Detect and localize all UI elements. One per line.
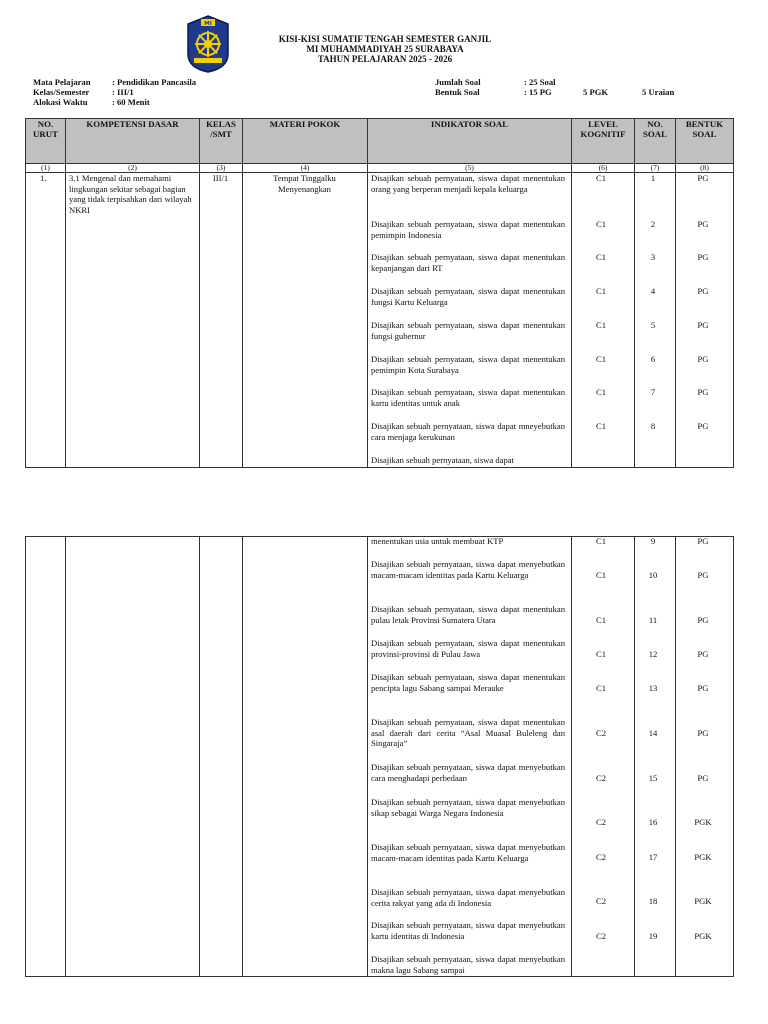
table-bottom-border bbox=[25, 976, 734, 977]
doc-title-line-1: KISI-KISI SUMATIF TENGAH SEMESTER GANJIL bbox=[278, 34, 492, 44]
level-kognitif: C2 bbox=[595, 896, 607, 906]
mapel-value: : Pendidikan Pancasila bbox=[112, 77, 197, 87]
indikator-text: Disajikan sebuah pernyataan, siswa dapat menentukan pemimpin Kota Surabaya bbox=[371, 354, 565, 375]
col-header-bentuk: BENTUK SOAL bbox=[676, 119, 734, 164]
no-soal: 8 bbox=[650, 421, 656, 431]
indikator-text: Disajikan sebuah pernyataan, siswa dapat mneyebutkan cara menjaga kerukunan bbox=[371, 421, 565, 442]
bentuk-soal: PG bbox=[697, 387, 709, 397]
mapel-label: Mata Pelajaran bbox=[33, 77, 91, 87]
bentuk-soal: PG bbox=[697, 536, 709, 546]
level-kognitif: C2 bbox=[595, 773, 607, 783]
kelas-label: Kelas/Semester bbox=[33, 87, 90, 97]
col-header-kelas: KELAS /SMT bbox=[200, 119, 243, 164]
kisi-table-page-2 bbox=[25, 536, 734, 977]
col-header-indikator: INDIKATOR SOAL bbox=[368, 119, 572, 164]
bentuk-uraian: 5 Uraian bbox=[642, 87, 675, 97]
indikator-text: Disajikan sebuah pernyataan, siswa dapat menyebutkan cara menghadapi perbedaan bbox=[371, 762, 565, 783]
no-soal: 4 bbox=[650, 286, 656, 296]
col-number: (8) bbox=[676, 164, 734, 173]
bentuk-soal: PG bbox=[697, 354, 709, 364]
kompetensi-dasar: 3.1 Mengenal dan memahami lingkungan sekitar sebagai bagian yang tidak terpisahkan dari wilayah NKRI bbox=[69, 173, 192, 215]
bentuk-soal: PG bbox=[697, 173, 709, 183]
indikator-text: Disajikan sebuah pernyataan, siswa dapat menyebutkan makna lagu Sabang sampai bbox=[371, 954, 565, 975]
level-kognitif: C1 bbox=[595, 615, 607, 625]
indikator-text: Disajikan sebuah pernyataan, siswa dapat menentukan fungsi gubernur bbox=[371, 320, 565, 341]
col-header-no: NO. URUT bbox=[26, 119, 66, 164]
level-kognitif: C1 bbox=[595, 252, 607, 262]
kelas-value: : III/1 bbox=[112, 87, 134, 97]
bentuk-soal: PGK bbox=[694, 852, 712, 862]
school-logo bbox=[184, 14, 232, 74]
indikator-text: Disajikan sebuah pernyataan, siswa dapat menyebutkan macam-macam identitas pada Kartu Keluarga bbox=[371, 842, 565, 863]
bentuk-soal: PG bbox=[697, 728, 709, 738]
no-soal: 2 bbox=[650, 219, 656, 229]
table-bottom-border bbox=[25, 467, 734, 468]
indikator-text: Disajikan sebuah pernyataan, siswa dapat menyebutkan cerita rakyat yang ada di Indonesia bbox=[371, 887, 565, 908]
indikator-text: Disajikan sebuah pernyataan, siswa dapat menentukan asal daerah dari cerita “Asal Muasal Buleleng dan Singaraja” bbox=[371, 717, 565, 749]
indikator-text: Disajikan sebuah pernyataan, siswa dapat menentukan kartu identitas untuk anak bbox=[371, 387, 565, 408]
level-kognitif: C2 bbox=[595, 728, 607, 738]
indikator-text: Disajikan sebuah pernyataan, siswa dapat menyebutkan macam-macam identitas pada Kartu Keluarga bbox=[371, 559, 565, 580]
bentuk-soal: PG bbox=[697, 683, 709, 693]
level-kognitif: C1 bbox=[595, 683, 607, 693]
indikator-text: Disajikan sebuah pernyataan, siswa dapat menentukan provinsi-provinsi di Pulau Jawa bbox=[371, 638, 565, 659]
no-soal: 17 bbox=[648, 852, 658, 862]
level-kognitif: C1 bbox=[595, 354, 607, 364]
no-soal: 6 bbox=[650, 354, 656, 364]
col-number: (6) bbox=[572, 164, 635, 173]
row-no: 1. bbox=[40, 173, 47, 183]
bentuk-label: Bentuk Soal bbox=[435, 87, 480, 97]
col-header-no-soal: NO. SOAL bbox=[635, 119, 676, 164]
bentuk-soal: PGK bbox=[694, 817, 712, 827]
bentuk-soal: PG bbox=[697, 649, 709, 659]
materi-pokok: Tempat Tinggalku Menyenangkan bbox=[273, 173, 336, 194]
level-kognitif: C1 bbox=[595, 536, 607, 546]
col-header-level: LEVEL KOGNITIF bbox=[572, 119, 635, 164]
no-soal: 16 bbox=[648, 817, 658, 827]
indikator-text: Disajikan sebuah pernyataan, siswa dapat bbox=[371, 455, 514, 465]
no-soal: 14 bbox=[648, 728, 658, 738]
col-number: (1) bbox=[26, 164, 66, 173]
level-kognitif: C1 bbox=[595, 219, 607, 229]
bentuk-pg: : 15 PG bbox=[524, 87, 552, 97]
no-soal: 1 bbox=[650, 173, 656, 183]
no-soal: 12 bbox=[648, 649, 658, 659]
level-kognitif: C1 bbox=[595, 387, 607, 397]
indikator-text: Disajikan sebuah pernyataan, siswa dapat menentukan pemimpin Indonesia bbox=[371, 219, 565, 240]
indikator-text: Disajikan sebuah pernyataan, siswa dapat menentukan kepanjangan dari RT bbox=[371, 252, 565, 273]
level-kognitif: C1 bbox=[595, 421, 607, 431]
no-soal: 3 bbox=[650, 252, 656, 262]
col-number: (7) bbox=[635, 164, 676, 173]
doc-title-line-3: TAHUN PELAJARAN 2025 - 2026 bbox=[317, 54, 453, 64]
col-header-kd: KOMPETENSI DASAR bbox=[66, 119, 200, 164]
no-soal: 9 bbox=[650, 536, 656, 546]
bentuk-soal: PG bbox=[697, 320, 709, 330]
bentuk-soal: PG bbox=[697, 421, 709, 431]
level-kognitif: C1 bbox=[595, 649, 607, 659]
indikator-text: menentukan usia untuk membuat KTP bbox=[371, 536, 504, 546]
col-number: (4) bbox=[243, 164, 368, 173]
doc-title-line-2: MI MUHAMMADIYAH 25 SURABAYA bbox=[306, 44, 464, 54]
col-number: (2) bbox=[66, 164, 200, 173]
indikator-text: Disajikan sebuah pernyataan, siswa dapat menyebutkan sikap sebagai Warga Negara Indonesia bbox=[371, 797, 565, 818]
bentuk-soal: PGK bbox=[694, 896, 712, 906]
no-soal: 5 bbox=[650, 320, 656, 330]
col-header-materi: MATERI POKOK bbox=[243, 119, 368, 164]
bentuk-soal: PG bbox=[697, 219, 709, 229]
no-soal: 7 bbox=[650, 387, 656, 397]
waktu-value: : 60 Menit bbox=[112, 97, 150, 107]
level-kognitif: C2 bbox=[595, 931, 607, 941]
indikator-text: Disajikan sebuah pernyataan, siswa dapat menentukan orang yang berperan menjadi kepala keluarga bbox=[371, 173, 565, 194]
level-kognitif: C1 bbox=[595, 570, 607, 580]
no-soal: 13 bbox=[648, 683, 658, 693]
indikator-text: Disajikan sebuah pernyataan, siswa dapat menentukan pencipta lagu Sabang sampai Merauke bbox=[371, 672, 565, 693]
level-kognitif: C1 bbox=[595, 286, 607, 296]
indikator-text: Disajikan sebuah pernyataan, siswa dapat menentukan pulau letak Provinsi Sumatera Utara bbox=[371, 604, 565, 625]
logo-text: MI bbox=[204, 21, 212, 27]
col-number: (3) bbox=[200, 164, 243, 173]
level-kognitif: C2 bbox=[595, 817, 607, 827]
level-kognitif: C1 bbox=[595, 320, 607, 330]
bentuk-soal: PG bbox=[697, 252, 709, 262]
bentuk-soal: PG bbox=[697, 286, 709, 296]
no-soal: 19 bbox=[648, 931, 658, 941]
no-soal: 10 bbox=[648, 570, 658, 580]
bentuk-soal: PG bbox=[697, 773, 709, 783]
waktu-label: Alokasi Waktu bbox=[33, 97, 88, 107]
bentuk-soal: PG bbox=[697, 570, 709, 580]
col-number: (5) bbox=[368, 164, 572, 173]
bentuk-soal: PGK bbox=[694, 931, 712, 941]
kelas-smt: III/1 bbox=[212, 173, 229, 183]
no-soal: 18 bbox=[648, 896, 658, 906]
no-soal: 11 bbox=[648, 615, 658, 625]
bentuk-soal: PG bbox=[697, 615, 709, 625]
jumlah-label: Jumlah Soal bbox=[435, 77, 481, 87]
level-kognitif: C2 bbox=[595, 852, 607, 862]
no-soal: 15 bbox=[648, 773, 658, 783]
level-kognitif: C1 bbox=[595, 173, 607, 183]
jumlah-value: : 25 Soal bbox=[524, 77, 556, 87]
indikator-text: Disajikan sebuah pernyataan, siswa dapat menyebutkan kartu identitas di Indonesia bbox=[371, 920, 565, 941]
bentuk-pgk: 5 PGK bbox=[583, 87, 609, 97]
indikator-text: Disajikan sebuah pernyataan, siswa dapat menentukan fungsi Kartu Keluarga bbox=[371, 286, 565, 307]
